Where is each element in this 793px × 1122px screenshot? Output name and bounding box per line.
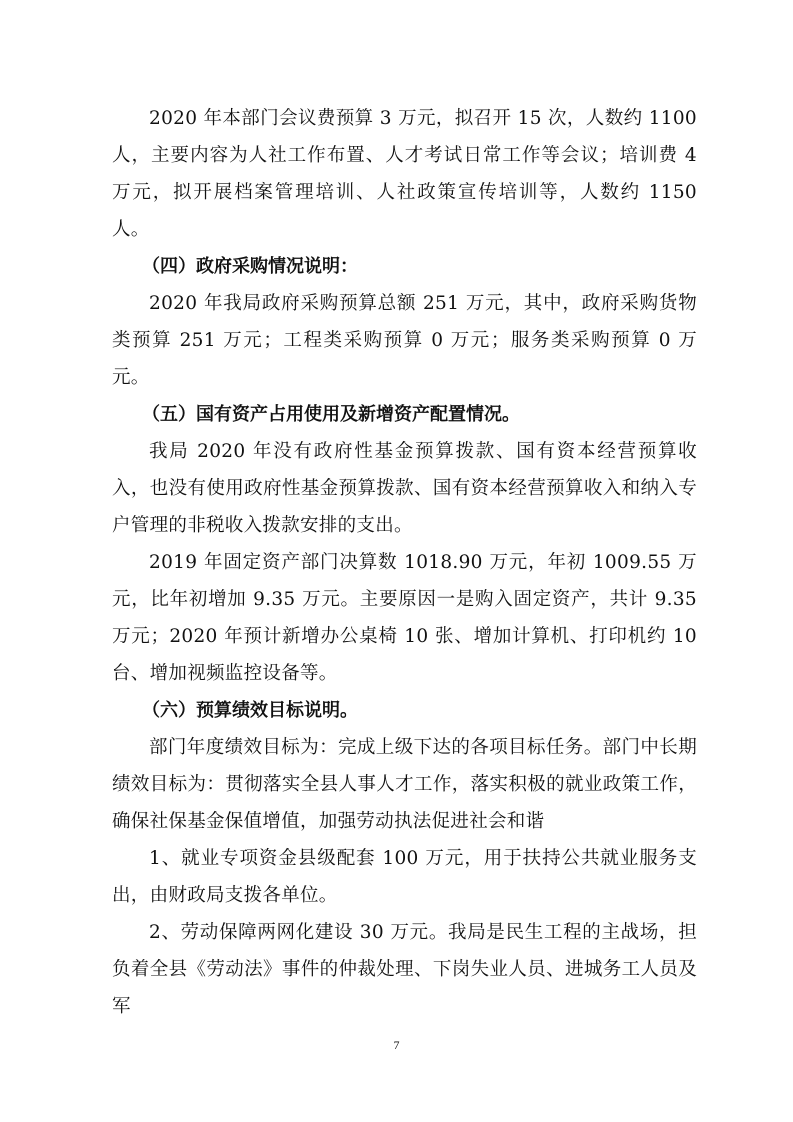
- paragraph-meeting-training-budget: 2020 年本部门会议费预算 3 万元，拟召开 15 次，人数约 1100 人，主要内容为人社工作布置、人才考试日常工作等会议；培训费 4 万元，拟开展档案管理培训、人社政策宣传培训等，人数约 1150 人。: [112, 108, 698, 240]
- heading-government-procurement: （四）政府采购情况说明：: [142, 256, 358, 277]
- paragraph-employment-fund: 1、就业专项资金县级配套 100 万元，用于扶持公共就业服务支出，由财政局支拨各单位。: [112, 848, 697, 906]
- document-body: [112, 100, 697, 1025]
- paragraph-labor-security-network: 2、劳动保障两网化建设 30 万元。我局是民生工程的主战场，担负着全县《劳动法》事件的仲裁处理、下岗失业人员、进城务工人员及军: [112, 922, 697, 1017]
- paragraph-fixed-assets: 2019 年固定资产部门决算数 1018.90 万元，年初 1009.55 万元，比年初增加 9.35 万元。主要原因一是购入固定资产，共计 9.35 万元；2020 年预计新增办公桌椅 10 张、增加计算机、打印机约 10 台、增加视频监控设备等。: [112, 552, 697, 684]
- heading-state-assets: （五）国有资产占用使用及新增资产配置情况。: [142, 404, 520, 425]
- paragraph-performance-goals: 部门年度绩效目标为：完成上级下达的各项目标任务。部门中长期绩效目标为：贯彻落实全县人事人才工作，落实积极的就业政策工作，确保社保基金保值增值，加强劳动执法促进社会和谐: [112, 737, 697, 832]
- paragraph-procurement-budget: 2020 年我局政府采购预算总额 251 万元，其中，政府采购货物类预算 251 万元；工程类采购预算 0 万元；服务类采购预算 0 万元。: [112, 293, 697, 388]
- heading-performance-goals: （六）预算绩效目标说明。: [142, 700, 358, 721]
- paragraph-no-fund-appropriation: 我局 2020 年没有政府性基金预算拨款、国有资本经营预算收入，也没有使用政府性基金预算拨款、国有资本经营预算收入和纳入专户管理的非税收入拨款安排的支出。: [112, 441, 697, 536]
- page-number: 7: [393, 1038, 400, 1052]
